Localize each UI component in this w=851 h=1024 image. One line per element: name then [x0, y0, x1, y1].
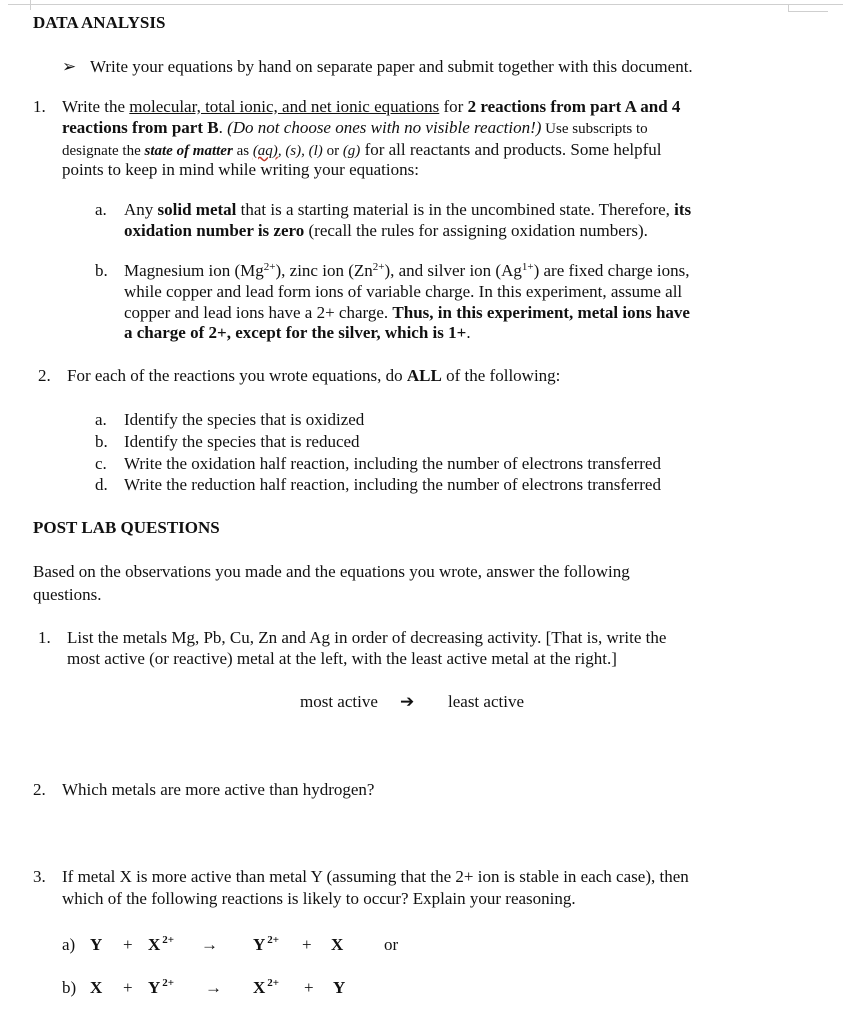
arrow-bullet-icon: ➢	[62, 57, 77, 76]
eq-a-reactant-2	[148, 934, 174, 958]
q1b-bold: a charge of 2+, except for the silver, which is 1+	[124, 323, 467, 342]
q2-item-label: c.	[95, 454, 107, 473]
eq-a-product-1	[253, 934, 279, 958]
data-analysis-heading: DATA ANALYSIS	[33, 13, 166, 32]
q2-item-label: a.	[95, 410, 107, 429]
q1-line-4: points to keep in mind while writing your equations:	[62, 160, 419, 179]
eq-b-reactant-2-charge: 2+	[162, 977, 175, 989]
q1-small: Use subscripts to	[541, 121, 648, 137]
page-corner-right	[788, 4, 828, 12]
charge-sup: 2+	[372, 260, 385, 273]
q1a-bold: oxidation number is zero	[124, 221, 305, 240]
q2-item-text: Write the oxidation half reaction, including the number of electrons transferred	[124, 454, 661, 473]
q1-text: for all reactants and products. Some helpful	[360, 140, 662, 159]
reaction-arrow-icon: →	[205, 978, 222, 997]
least-active-label: least active	[448, 692, 524, 711]
pl-q1-line-1: List the metals Mg, Pb, Cu, Zn and Ag in order of decreasing activity. [That is, write the	[67, 628, 667, 647]
charge-sup: 1+	[521, 260, 534, 273]
eq-a-product-2: X	[331, 935, 344, 954]
bullet-text: Write your equations by hand on separate paper and submit together with this document.	[90, 57, 693, 76]
q1a-text: that is a starting material is in the uncombined state. Therefore,	[236, 200, 675, 219]
post-lab-intro-line-1: Based on the observations you made and the equations you wrote, answer the following	[33, 562, 630, 581]
q2-text	[67, 365, 560, 386]
eq-b-plus-2: +	[304, 978, 314, 997]
pl-q2-text: Which metals are more active than hydrogen?	[62, 780, 375, 799]
pl-q3-line-2: which of the following reactions is likely to occur? Explain your reasoning.	[62, 889, 576, 908]
reaction-arrow-icon: →	[201, 935, 218, 954]
eq-a-plus-2: +	[302, 935, 312, 954]
q2-bold: ALL	[406, 366, 442, 385]
eq-b-plus-1: +	[123, 978, 133, 997]
q1b-line-3	[124, 302, 690, 323]
q2-text-part: of the following:	[441, 366, 561, 385]
charge-sup: 2+	[263, 260, 276, 273]
q2-item-label: d.	[95, 475, 108, 494]
page-corner-left	[30, 0, 31, 10]
q1a-line-1	[124, 199, 691, 220]
right-arrow-icon: ➔	[400, 692, 415, 711]
pl-q1-number: 1.	[38, 628, 51, 647]
q1-bold: 2 reactions from part A and 4	[467, 97, 681, 116]
q1b-line-1	[124, 260, 690, 281]
q1-underlined: molecular, total ionic, and net ionic equations	[129, 97, 440, 116]
q1b-text: copper and lead ions have a 2+ charge.	[124, 303, 393, 322]
q1a-text: (recall the rules for assigning oxidation numbers).	[304, 221, 648, 240]
q1-bold: reactions from part B	[62, 118, 219, 137]
q1b-label: b.	[95, 261, 108, 280]
q1a-label: a.	[95, 200, 107, 219]
q1b-text: ) are fixed charge ions,	[533, 261, 690, 280]
eq-a-plus-1: +	[123, 935, 133, 954]
eq-a-product-1-charge: 2+	[267, 934, 280, 946]
pl-q2-number: 2.	[33, 780, 46, 799]
q1-text: or	[322, 143, 343, 159]
pl-q3-number: 3.	[33, 867, 46, 886]
page-top-border	[8, 4, 843, 5]
q2-text-part: For each of the reactions you wrote equations, do	[67, 366, 407, 385]
q1-text: as	[232, 143, 253, 159]
q1b-text: Magnesium ion (Mg	[124, 261, 264, 280]
q1b-line-4	[124, 322, 471, 343]
eq-a-reactant-1: Y	[90, 935, 103, 954]
q1a-line-2	[124, 220, 648, 241]
q1-text: Write the	[62, 97, 130, 116]
eq-b-label: b)	[62, 978, 77, 997]
q1-text: for	[439, 97, 468, 116]
q1a-bold: its	[674, 200, 692, 219]
eq-b-product-1-symbol: X	[253, 978, 266, 997]
eq-b-product-1-charge: 2+	[267, 977, 280, 989]
q2-number: 2.	[38, 366, 51, 385]
q1b-text: ), and silver ion (Ag	[384, 261, 522, 280]
q2-item-text: Identify the species that is reduced	[124, 432, 360, 451]
eq-b-product-1	[253, 977, 279, 1001]
q1a-bold: solid metal	[157, 200, 237, 219]
eq-b-reactant-2	[148, 977, 174, 1001]
pl-q1-line-2: most active (or reactive) metal at the left, with the least active metal at the right.]	[67, 649, 617, 668]
q1-number: 1.	[33, 97, 46, 116]
eq-a-label: a)	[62, 935, 76, 954]
pl-q3-line-1: If metal X is more active than metal Y (assuming that the 2+ ion is stable in each case), then	[62, 867, 689, 886]
q1a-text: Any	[124, 200, 158, 219]
q1-text: .	[218, 118, 228, 137]
q1-italic: (g)	[342, 143, 361, 159]
q1-aq: (aq)	[252, 143, 278, 159]
eq-a-product-1-symbol: Y	[253, 935, 266, 954]
eq-b-reactant-1: X	[90, 978, 103, 997]
q1-bold-italic: state of matter	[144, 143, 233, 159]
eq-a-reactant-2-symbol: X	[148, 935, 161, 954]
q2-item-text: Write the reduction half reaction, including the number of electrons transferred	[124, 475, 661, 494]
q1b-text: .	[466, 323, 471, 342]
q2-item-label: b.	[95, 432, 108, 451]
eq-a-or: or	[384, 935, 399, 954]
q1b-text: ), zinc ion (Zn	[275, 261, 373, 280]
q1b-bold: Thus, in this experiment, metal ions have	[392, 303, 690, 322]
bullet-item	[62, 56, 693, 77]
eq-a-reactant-2-charge: 2+	[162, 934, 175, 946]
post-lab-heading: POST LAB QUESTIONS	[33, 518, 220, 537]
eq-b-product-2: Y	[333, 978, 346, 997]
eq-b-reactant-2-symbol: Y	[148, 978, 161, 997]
post-lab-intro-line-2: questions.	[33, 585, 102, 604]
q1-italic: , (s), (l)	[277, 143, 323, 159]
q1-text: designate the	[62, 143, 145, 159]
q1-italic: (Do not choose ones with no visible reaction!)	[227, 118, 542, 137]
most-active-label: most active	[300, 692, 378, 711]
q1-line-2	[62, 117, 648, 140]
q1b-line-2: while copper and lead form ions of variable charge. In this experiment, assume all	[124, 282, 683, 301]
q1-line-1	[62, 96, 680, 117]
q2-item-text: Identify the species that is oxidized	[124, 410, 365, 429]
